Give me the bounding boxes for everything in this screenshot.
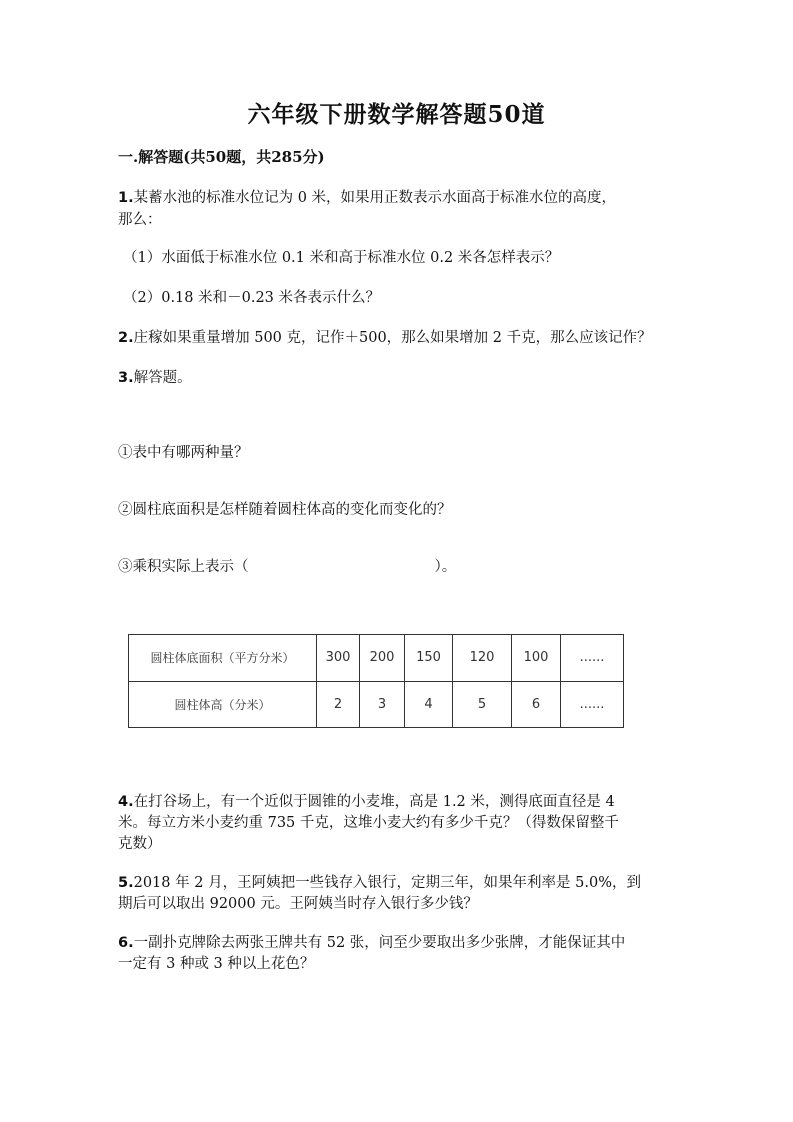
question-4-number: 4. xyxy=(118,794,134,810)
question-5-line-1 xyxy=(118,871,641,892)
table-row xyxy=(129,681,624,728)
cylinder-data-table xyxy=(128,634,624,728)
section-heading: 一.解答题(共50题，共285分) xyxy=(118,148,325,166)
question-3-text: 解答题。 xyxy=(133,370,192,386)
table-cell: 4 xyxy=(405,681,453,728)
table-cell: 6 xyxy=(512,681,561,728)
table-row xyxy=(129,635,624,682)
question-1-sub-2: （2）0.18 米和－0.23 米各表示什么？ xyxy=(123,290,381,306)
question-2-number: 2. xyxy=(118,330,134,346)
table-cell: 100 xyxy=(512,635,561,682)
question-6-line-1 xyxy=(118,931,625,952)
question-1-number: 1. xyxy=(118,190,134,206)
question-4-line-3: 克数） xyxy=(118,836,162,852)
question-2 xyxy=(118,326,652,347)
question-4-text: 在打谷场上，有一个近似于圆锥的小麦堆，高是 1.2 米，测得底面直径是 4 xyxy=(133,794,615,810)
question-3-sub-3-close: ）。 xyxy=(434,559,457,575)
question-5-line-2: 期后可以取出 92000 元。王阿姨当时存入银行多少钱？ xyxy=(118,896,478,912)
table-cell: ...... xyxy=(561,681,624,728)
question-4-line-1 xyxy=(118,790,615,811)
document-title: 六年级下册数学解答题50道 xyxy=(247,101,546,128)
question-1-sub-1: （1）水面低于标准水位 0.1 米和高于标准水位 0.2 米各怎样表示？ xyxy=(123,250,560,266)
question-2-text: 庄稼如果重量增加 500 克，记作＋500，那么如果增加 2 千克，那么应该记作？ xyxy=(133,330,652,346)
question-6-text: 一副扑克牌除去两张王牌共有 52 张，问至少要取出多少张牌，才能保证其中 xyxy=(133,935,626,951)
table-cell: 2 xyxy=(317,681,360,728)
question-6-line-2: 一定有 3 种或 3 种以上花色？ xyxy=(118,956,315,972)
question-3 xyxy=(118,366,192,387)
question-4-line-2: 米。每立方米小麦约重 735 千克，这堆小麦大约有多少千克？（得数保留整千 xyxy=(118,815,619,831)
table-cell: 150 xyxy=(405,635,453,682)
table-cell: 200 xyxy=(360,635,405,682)
question-3-sub-3 xyxy=(118,555,456,576)
table-cell: 3 xyxy=(360,681,405,728)
question-5-text: 2018 年 2 月，王阿姨把一些钱存入银行，定期三年，如果年利率是 5.0%，到 xyxy=(133,875,642,891)
table-cell: 5 xyxy=(453,681,512,728)
question-1-line-1 xyxy=(118,186,616,207)
question-3-sub-3-open: ③乘积实际上表示（ xyxy=(118,559,249,575)
table-row-label: 圆柱体高（分米） xyxy=(129,681,317,728)
question-1-text: 某蓄水池的标准水位记为 0 米，如果用正数表示水面高于标准水位的高度， xyxy=(133,190,617,206)
question-3-number: 3. xyxy=(118,370,134,386)
table-row-label: 圆柱体底面积（平方分米） xyxy=(129,635,317,682)
question-1-line-2: 那么： xyxy=(118,212,162,228)
question-5-number: 5. xyxy=(118,875,134,891)
table-cell: ...... xyxy=(561,635,624,682)
question-3-sub-2: ②圆柱底面积是怎样随着圆柱体高的变化而变化的？ xyxy=(118,502,452,518)
table-cell: 300 xyxy=(317,635,360,682)
table-cell: 120 xyxy=(453,635,512,682)
question-6-number: 6. xyxy=(118,935,134,951)
question-3-sub-1: ①表中有哪两种量？ xyxy=(118,445,249,461)
